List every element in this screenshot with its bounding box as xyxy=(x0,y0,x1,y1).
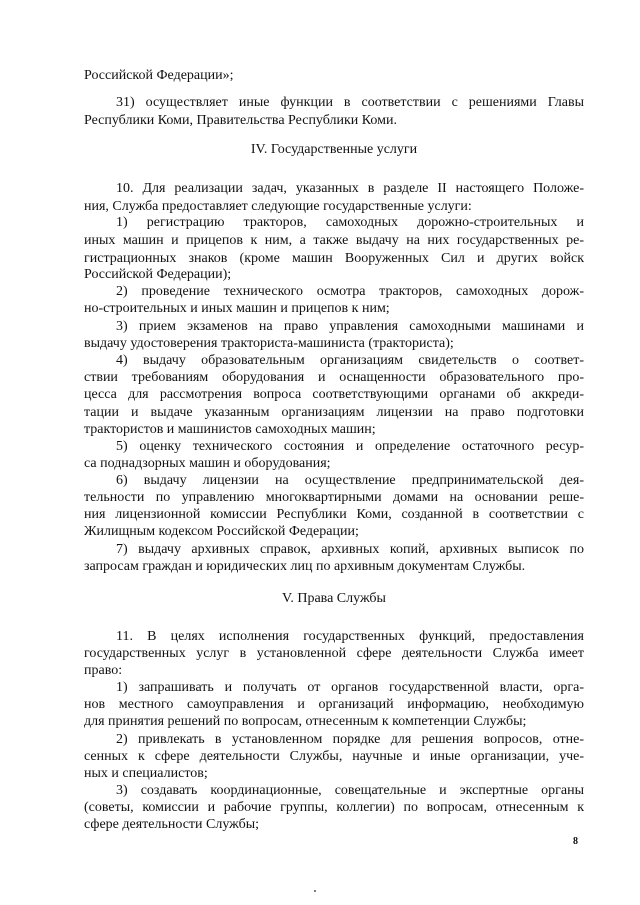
text-line: выдачу удостоверения тракториста-машиниста (тракториста); xyxy=(84,336,454,351)
text-line: гистрационных знаков (кроме машин Вооруженных Сил и других войск xyxy=(84,251,584,266)
text-line: иных машин и прицепов к ним, а также выдачу на них государственных ре- xyxy=(84,233,584,248)
text-line: ния, Служба предоставляет следующие государственные услуги: xyxy=(84,199,472,214)
section-heading-v: V. Права Службы xyxy=(282,591,386,606)
text-line: (советы, комиссии и рабочие группы, коллегии) по вопросам, отнесенным к xyxy=(84,800,584,815)
text-line: са поднадзорных машин и оборудования; xyxy=(84,456,331,471)
text-line: нов местного самоуправления и организаций информацию, необходимую xyxy=(84,697,584,712)
text-line: для принятия решений по вопросам, отнесенным к компетенции Службы; xyxy=(84,714,527,729)
text-line: ния лицензионной комиссии Республики Коми, созданной в соответствии с xyxy=(84,507,584,522)
text-line: запросам граждан и юридических лиц по архивным документам Службы. xyxy=(84,559,526,574)
text-line: ствии требованиям оборудования и оснащенности образовательного про- xyxy=(84,370,584,385)
text-line: но-строительных и иных машин и прицепов к ним; xyxy=(84,301,390,316)
text-line: государственных услуг в установленной сфере деятельности Служба имеет xyxy=(84,646,584,661)
text-line: 7) выдачу архивных справок, архивных копий, архивных выписок по xyxy=(116,542,584,557)
text-line: 2) проведение технического осмотра тракторов, самоходных дорож- xyxy=(116,284,584,299)
text-line: Российской Федерации»; xyxy=(84,68,234,83)
text-line: 1) регистрацию тракторов, самоходных дорожно-строительных и xyxy=(116,215,584,230)
text-line: Российской Федерации); xyxy=(84,267,232,282)
text-line: цесса для рассмотрения вопроса соответствующими органами об аккреди- xyxy=(84,387,584,402)
page-number: 8 xyxy=(573,836,578,847)
text-line: 2) привлекать в установленном порядке для решения вопросов, отне- xyxy=(116,732,584,747)
text-line: тельности по управлению многоквартирными домами на основании реше- xyxy=(84,490,584,505)
text-line: ных и специалистов; xyxy=(84,766,208,781)
text-line: 6) выдачу лицензии на осуществление предпринимательской дея- xyxy=(116,473,584,488)
text-line: Жилищным кодексом Российской Федерации; xyxy=(84,524,359,539)
text-line: Республики Коми, Правительства Республики Коми. xyxy=(84,113,398,128)
text-line: 11. В целях исполнения государственных функций, предоставления xyxy=(116,629,584,644)
text-line: трактористов и машинистов самоходных машин; xyxy=(84,422,376,437)
text-line: 10. Для реализации задач, указанных в разделе II настоящего Положе- xyxy=(116,181,584,196)
text-line: тации и выдаче указанным организациям лицензии на право подготовки xyxy=(84,405,584,420)
text-line: 31) осуществляет иные функции в соответствии с решениями Главы xyxy=(116,95,584,110)
text-line: 3) создавать координационные, совещательные и экспертные органы xyxy=(116,783,584,798)
text-line: 1) запрашивать и получать от органов государственной власти, орга- xyxy=(116,680,584,695)
text-line: сфере деятельности Службы; xyxy=(84,817,260,832)
text-line: 4) выдачу образовательным организациям свидетельств о соответ- xyxy=(116,353,584,368)
scan-speck xyxy=(314,890,316,892)
text-line: сенных к сфере деятельности Службы, научные и иные организации, уче- xyxy=(84,749,584,764)
text-line: право: xyxy=(84,663,123,678)
text-line: 3) прием экзаменов на право управления самоходными машинами и xyxy=(116,319,584,334)
text-line: 5) оценку технического состояния и определение остаточного ресур- xyxy=(116,439,584,454)
section-heading-iv: IV. Государственные услуги xyxy=(250,142,418,157)
